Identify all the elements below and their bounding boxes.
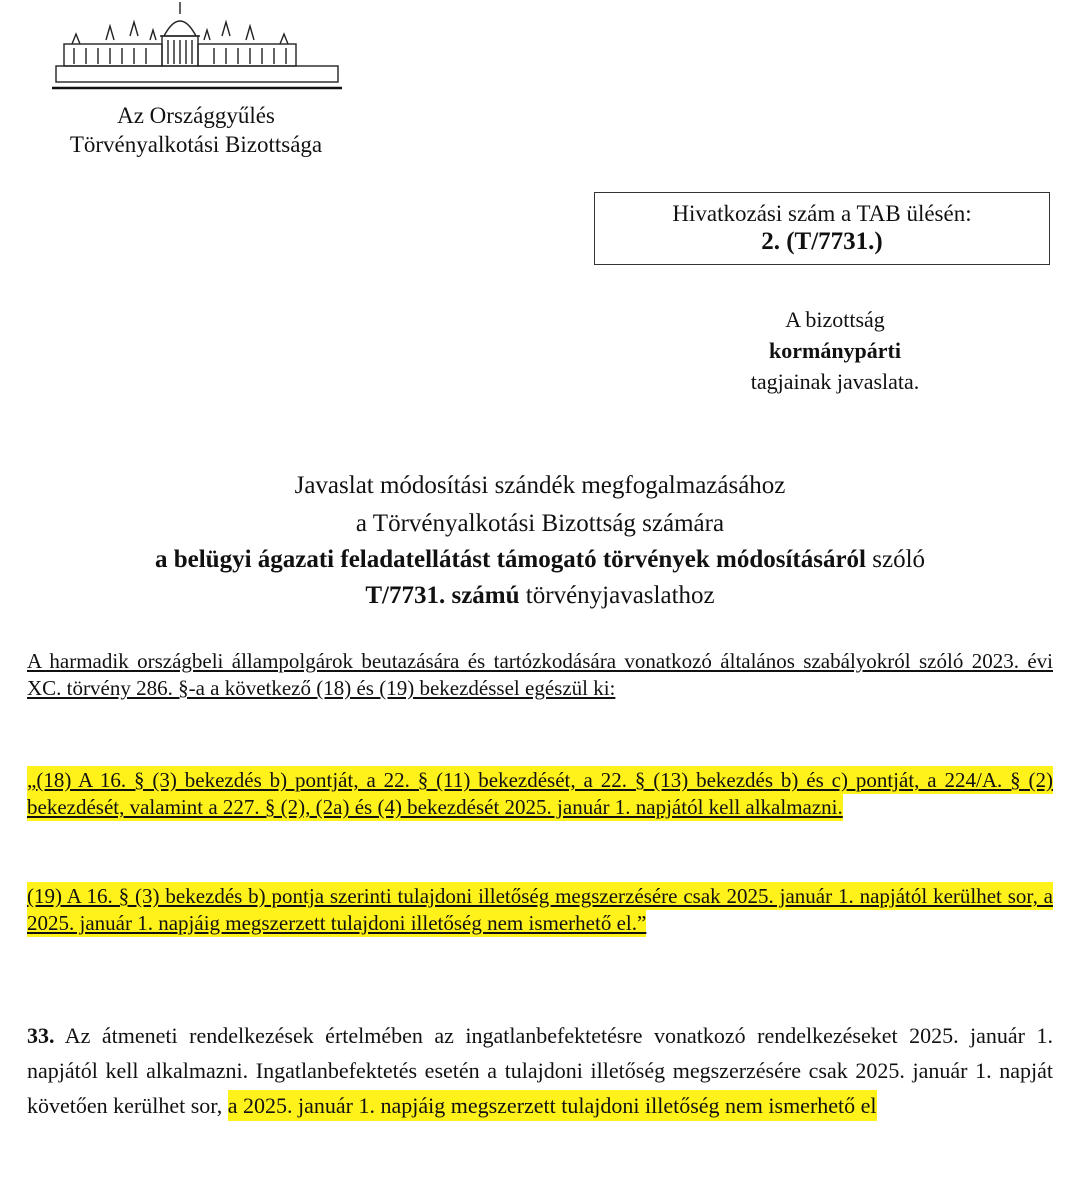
- proposer-line3: tagjainak javaslata.: [750, 369, 920, 394]
- reference-number: 2. (T/7731.): [761, 228, 883, 255]
- title-line4-suffix: törvényjavaslathoz: [519, 582, 715, 609]
- bill-number: T/7731. számú: [365, 582, 520, 609]
- explanation-paragraph-33: [27, 1018, 1053, 1123]
- proposer-line2: kormánypárti: [769, 338, 901, 363]
- title-line3-suffix: szóló: [866, 546, 926, 573]
- paragraph-number: 33.: [27, 1023, 55, 1048]
- document-title-line1: Javaslat módosítási szándék megfogalmazásához: [294, 472, 786, 499]
- amendment-intro: A harmadik országbeli állampolgárok beutazására és tartózkodására vonatkozó általános szabályokról szóló 2023. évi XC. törvény 286. §-a a következő (18) és (19) bekezdéssel egészül ki:: [27, 649, 1053, 700]
- paragraph-33-highlight: a 2025. január 1. napjáig megszerzett tulajdoni illetőség nem ismerhető el: [228, 1090, 877, 1121]
- document-title-line3: [0, 542, 1080, 578]
- organization-name-line1: Az Országgyűlés: [117, 103, 275, 128]
- paragraph-18-highlight: „(18) A 16. § (3) bekezdés b) pontját, a 22. § (11) bekezdését, a 22. § (13) bekezdés b) és c) pontját, a 224/A. § (2) bekezdését, valamint a 227. § (2), (2a) és (4) bekezdését 2025. január 1. napjától kell alkalmazni.: [27, 768, 1053, 819]
- paragraph-19-highlight: (19) A 16. § (3) bekezdés b) pontja szerinti tulajdoni illetőség megszerzésére csak 2025. január 1. napjától kerülhet sor, a 2025. január 1. napjáig megszerzett tulajdoni illetőség nem ismerhető el.”: [27, 884, 1053, 935]
- reference-number-box: [594, 192, 1050, 265]
- reference-label: Hivatkozási szám a TAB ülésén:: [672, 201, 972, 226]
- paragraph-18: [27, 767, 1053, 821]
- document-title-line4: [0, 578, 1080, 614]
- document-title-line2: a Törvényalkotási Bizottság számára: [355, 510, 725, 537]
- paragraph-19: [27, 883, 1053, 937]
- parliament-building-icon: [52, 0, 342, 100]
- paragraph-33-text: Az átmeneti rendelkezések értelmében az ingatlanbefektetésre vonatkozó rendelkezéseket 2025. január 1. napjától kell alkalmazni. Ingatlanbefektetés esetén a tulajdoni illetőség megszerzésére csak 2025. január 1. napját követően kerülhet sor,: [27, 1023, 1053, 1118]
- organization-name-line2: Törvényalkotási Bizottsága: [69, 132, 323, 157]
- proposer-line1: A bizottság: [785, 307, 885, 332]
- bill-subject: a belügyi ágazati feladatellátást támogató törvények módosításáról: [154, 546, 866, 573]
